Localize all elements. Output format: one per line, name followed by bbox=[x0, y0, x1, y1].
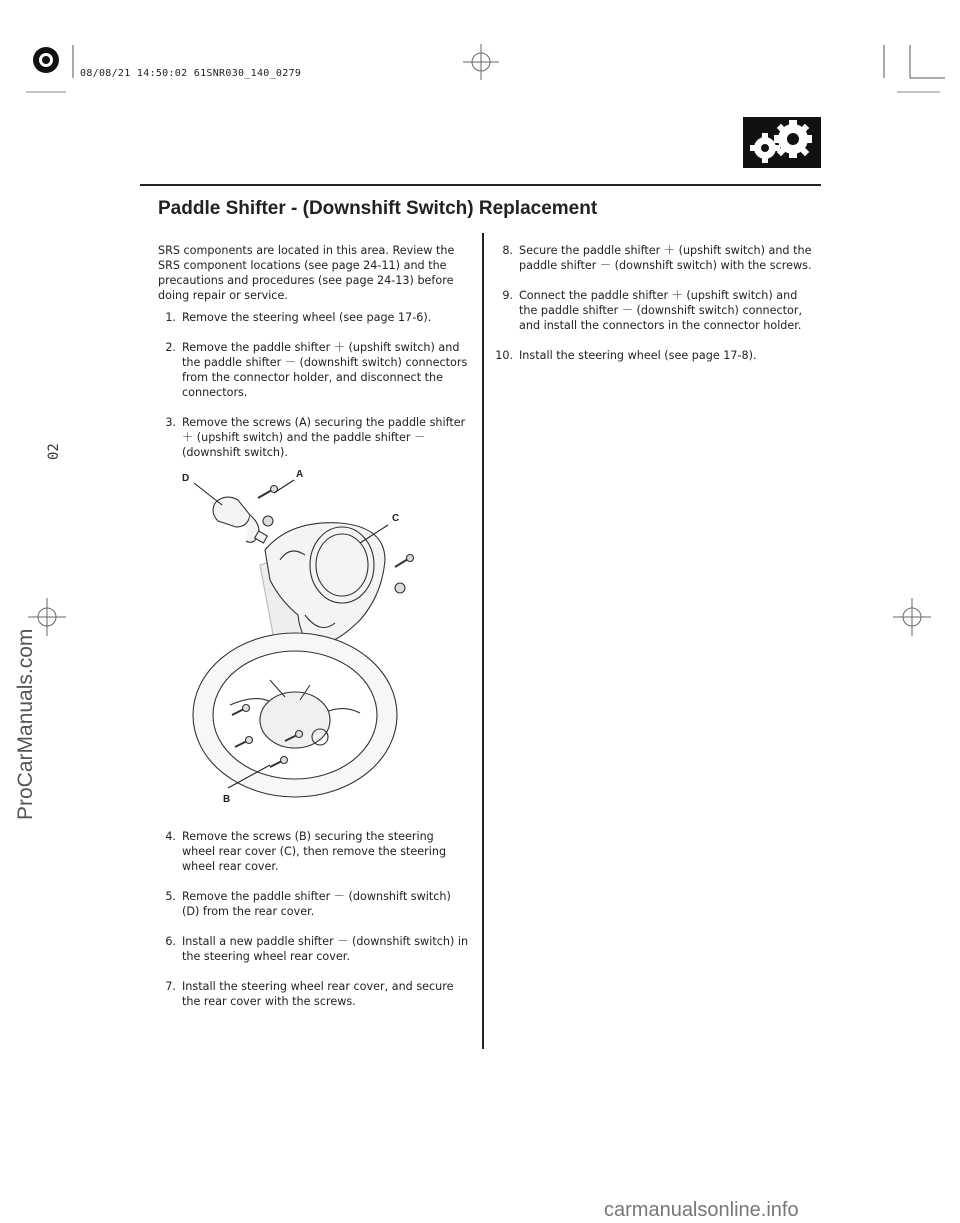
column-divider bbox=[482, 233, 484, 1049]
right-column bbox=[495, 243, 815, 378]
steering-wheel-shape bbox=[193, 633, 397, 797]
step-number: 8. bbox=[502, 244, 513, 257]
intro-paragraph: SRS components are located in this area. Review the SRS component locations (see page 24-11) and the precautions and procedures (see page 24-13) before doing repair or service. bbox=[158, 244, 455, 302]
step-4 bbox=[158, 829, 470, 874]
step-6 bbox=[158, 934, 470, 964]
left-column-upper bbox=[158, 243, 470, 475]
step-text: Connect the paddle shifter ＋ (upshift switch) and the paddle shifter － (downshift switch) connector, and install the connectors in the connector holder. bbox=[519, 289, 803, 332]
crosshair-right-icon bbox=[893, 598, 931, 636]
step-text: Install a new paddle shifter － (downshift switch) in the steering wheel rear cover. bbox=[182, 935, 469, 963]
step-text: Remove the screws (B) securing the steering wheel rear cover (C), then remove the steering wheel rear cover. bbox=[182, 830, 447, 873]
step-7 bbox=[158, 979, 470, 1009]
steering-wheel-diagram bbox=[170, 465, 470, 815]
step-text: Install the steering wheel (see page 17-8). bbox=[519, 349, 757, 362]
callout-b: B bbox=[223, 794, 231, 805]
screw-a-shape bbox=[258, 486, 278, 527]
step-text: Secure the paddle shifter ＋ (upshift switch) and the paddle shifter － (downshift switch) with the screws. bbox=[519, 244, 812, 272]
leader-d bbox=[194, 483, 222, 505]
print-stamp: 08/08/21 14:50:02 61SNR030_140_0279 bbox=[80, 68, 302, 79]
page-title: Paddle Shifter - (Downshift Switch) Replacement bbox=[158, 198, 598, 219]
left-column-lower bbox=[158, 829, 470, 1024]
callout-d: D bbox=[182, 473, 190, 484]
step-number: 6. bbox=[165, 935, 176, 948]
step-number: 3. bbox=[165, 416, 176, 429]
step-3 bbox=[158, 415, 470, 460]
crosshair-top-icon bbox=[463, 44, 499, 80]
step-text: Install the steering wheel rear cover, and secure the rear cover with the screws. bbox=[182, 980, 454, 1008]
callout-a: A bbox=[296, 469, 304, 480]
step-text: Remove the screws (A) securing the paddle shifter ＋ (upshift switch) and the paddle shifter － (downshift switch). bbox=[182, 416, 466, 459]
step-text: Remove the paddle shifter ＋ (upshift switch) and the paddle shifter － (downshift switch) connectors from the connector holder, and disconnect the connectors. bbox=[182, 341, 468, 399]
step-number: 9. bbox=[502, 289, 513, 302]
header-rule bbox=[140, 184, 821, 186]
step-2 bbox=[158, 340, 470, 400]
screw-right-shape bbox=[395, 555, 414, 594]
callout-c: C bbox=[392, 513, 400, 524]
step-1 bbox=[158, 310, 470, 325]
step-8 bbox=[495, 243, 815, 273]
step-text: Remove the steering wheel (see page 17-6). bbox=[182, 311, 432, 324]
step-number: 5. bbox=[165, 890, 176, 903]
step-10 bbox=[495, 348, 815, 363]
side-page-code: 02 bbox=[46, 443, 62, 460]
footer-watermark: carmanualsonline.info bbox=[604, 1199, 799, 1221]
step-number: 2. bbox=[165, 341, 176, 354]
registration-mark-icon bbox=[33, 47, 59, 73]
step-number: 7. bbox=[165, 980, 176, 993]
side-watermark: ProCarManuals.com bbox=[14, 628, 37, 820]
step-5 bbox=[158, 889, 470, 919]
gear-section-icon bbox=[743, 117, 821, 168]
step-number: 1. bbox=[165, 311, 176, 324]
step-number: 10. bbox=[495, 349, 513, 362]
step-9 bbox=[495, 288, 815, 333]
step-text: Remove the paddle shifter － (downshift switch) (D) from the rear cover. bbox=[182, 890, 451, 918]
step-number: 4. bbox=[165, 830, 176, 843]
